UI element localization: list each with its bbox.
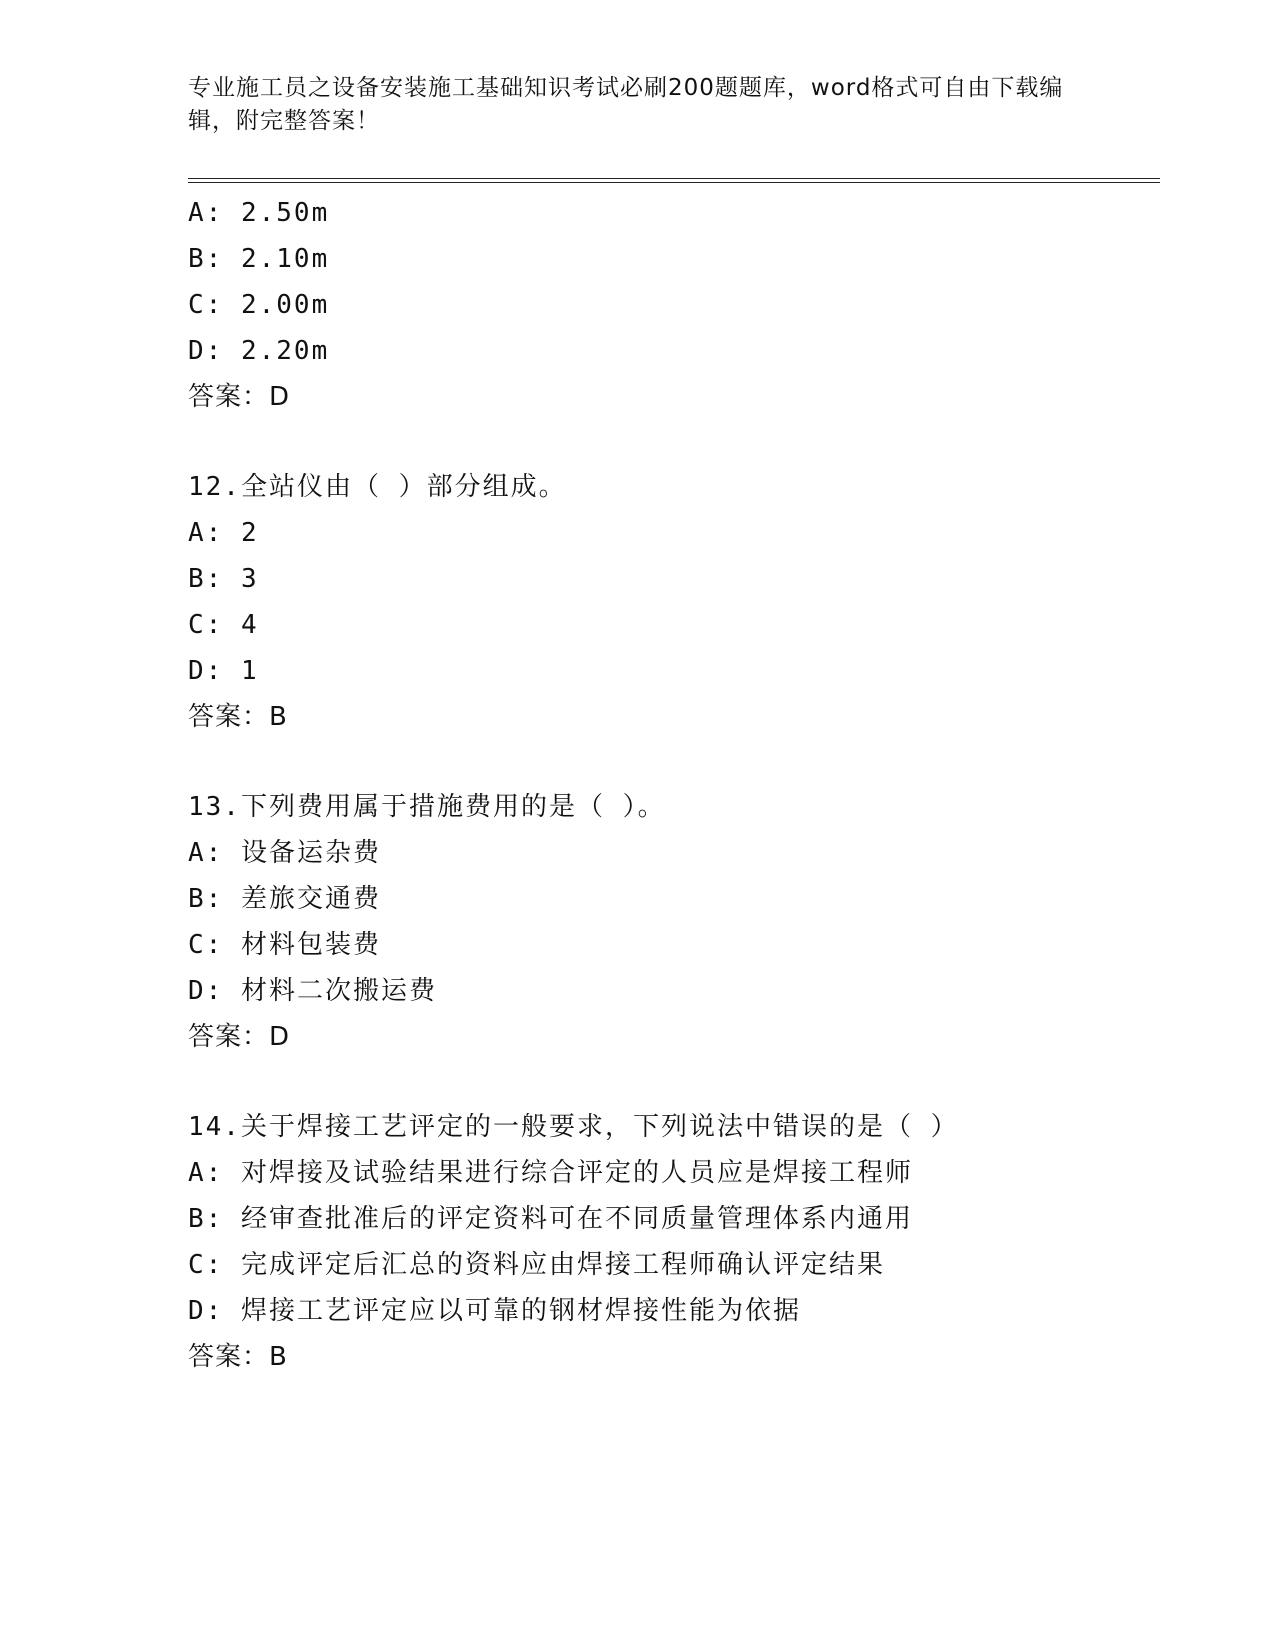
option-a: A: 2 bbox=[188, 518, 259, 548]
option-b: B: 2.10m bbox=[188, 244, 330, 274]
answer-line: 答案：B bbox=[188, 702, 288, 732]
option-d: D: 材料二次搬运费 bbox=[188, 976, 437, 1006]
option-b: B: 3 bbox=[188, 564, 259, 594]
option-a: A: 2.50m bbox=[188, 198, 330, 228]
page-header: 专业施工员之设备安装施工基础知识考试必刷200题题库，word格式可自由下载编辑，附完整答案！ bbox=[188, 75, 1064, 134]
question-block-11-tail bbox=[188, 190, 1168, 420]
option-c: C: 2.00m bbox=[188, 290, 330, 320]
question-block-13 bbox=[188, 784, 1168, 1060]
option-c: C: 4 bbox=[188, 610, 259, 640]
question-block-12 bbox=[188, 464, 1168, 740]
spacer bbox=[188, 420, 1168, 464]
answer-line: 答案：D bbox=[188, 1022, 291, 1052]
option-c: C: 完成评定后汇总的资料应由焊接工程师确认评定结果 bbox=[188, 1250, 885, 1280]
question-block-14 bbox=[188, 1104, 1168, 1380]
option-a: A: 设备运杂费 bbox=[188, 838, 381, 868]
spacer bbox=[188, 740, 1168, 784]
header-divider bbox=[188, 178, 1160, 183]
option-c: C: 材料包装费 bbox=[188, 930, 381, 960]
question-stem: 13.下列费用属于措施费用的是（ ）。 bbox=[188, 792, 666, 822]
option-d: D: 焊接工艺评定应以可靠的钢材焊接性能为依据 bbox=[188, 1296, 801, 1326]
option-d: D: 2.20m bbox=[188, 336, 330, 366]
question-stem: 14.关于焊接工艺评定的一般要求，下列说法中错误的是（ ） bbox=[188, 1112, 959, 1142]
option-a: A: 对焊接及试验结果进行综合评定的人员应是焊接工程师 bbox=[188, 1158, 913, 1188]
option-b: B: 差旅交通费 bbox=[188, 884, 381, 914]
question-content bbox=[188, 190, 1168, 1380]
answer-line: 答案：D bbox=[188, 382, 291, 412]
question-stem: 12.全站仪由（ ）部分组成。 bbox=[188, 472, 567, 502]
option-b: B: 经审查批准后的评定资料可在不同质量管理体系内通用 bbox=[188, 1204, 913, 1234]
option-d: D: 1 bbox=[188, 656, 259, 686]
answer-line: 答案：B bbox=[188, 1342, 288, 1372]
spacer bbox=[188, 1060, 1168, 1104]
